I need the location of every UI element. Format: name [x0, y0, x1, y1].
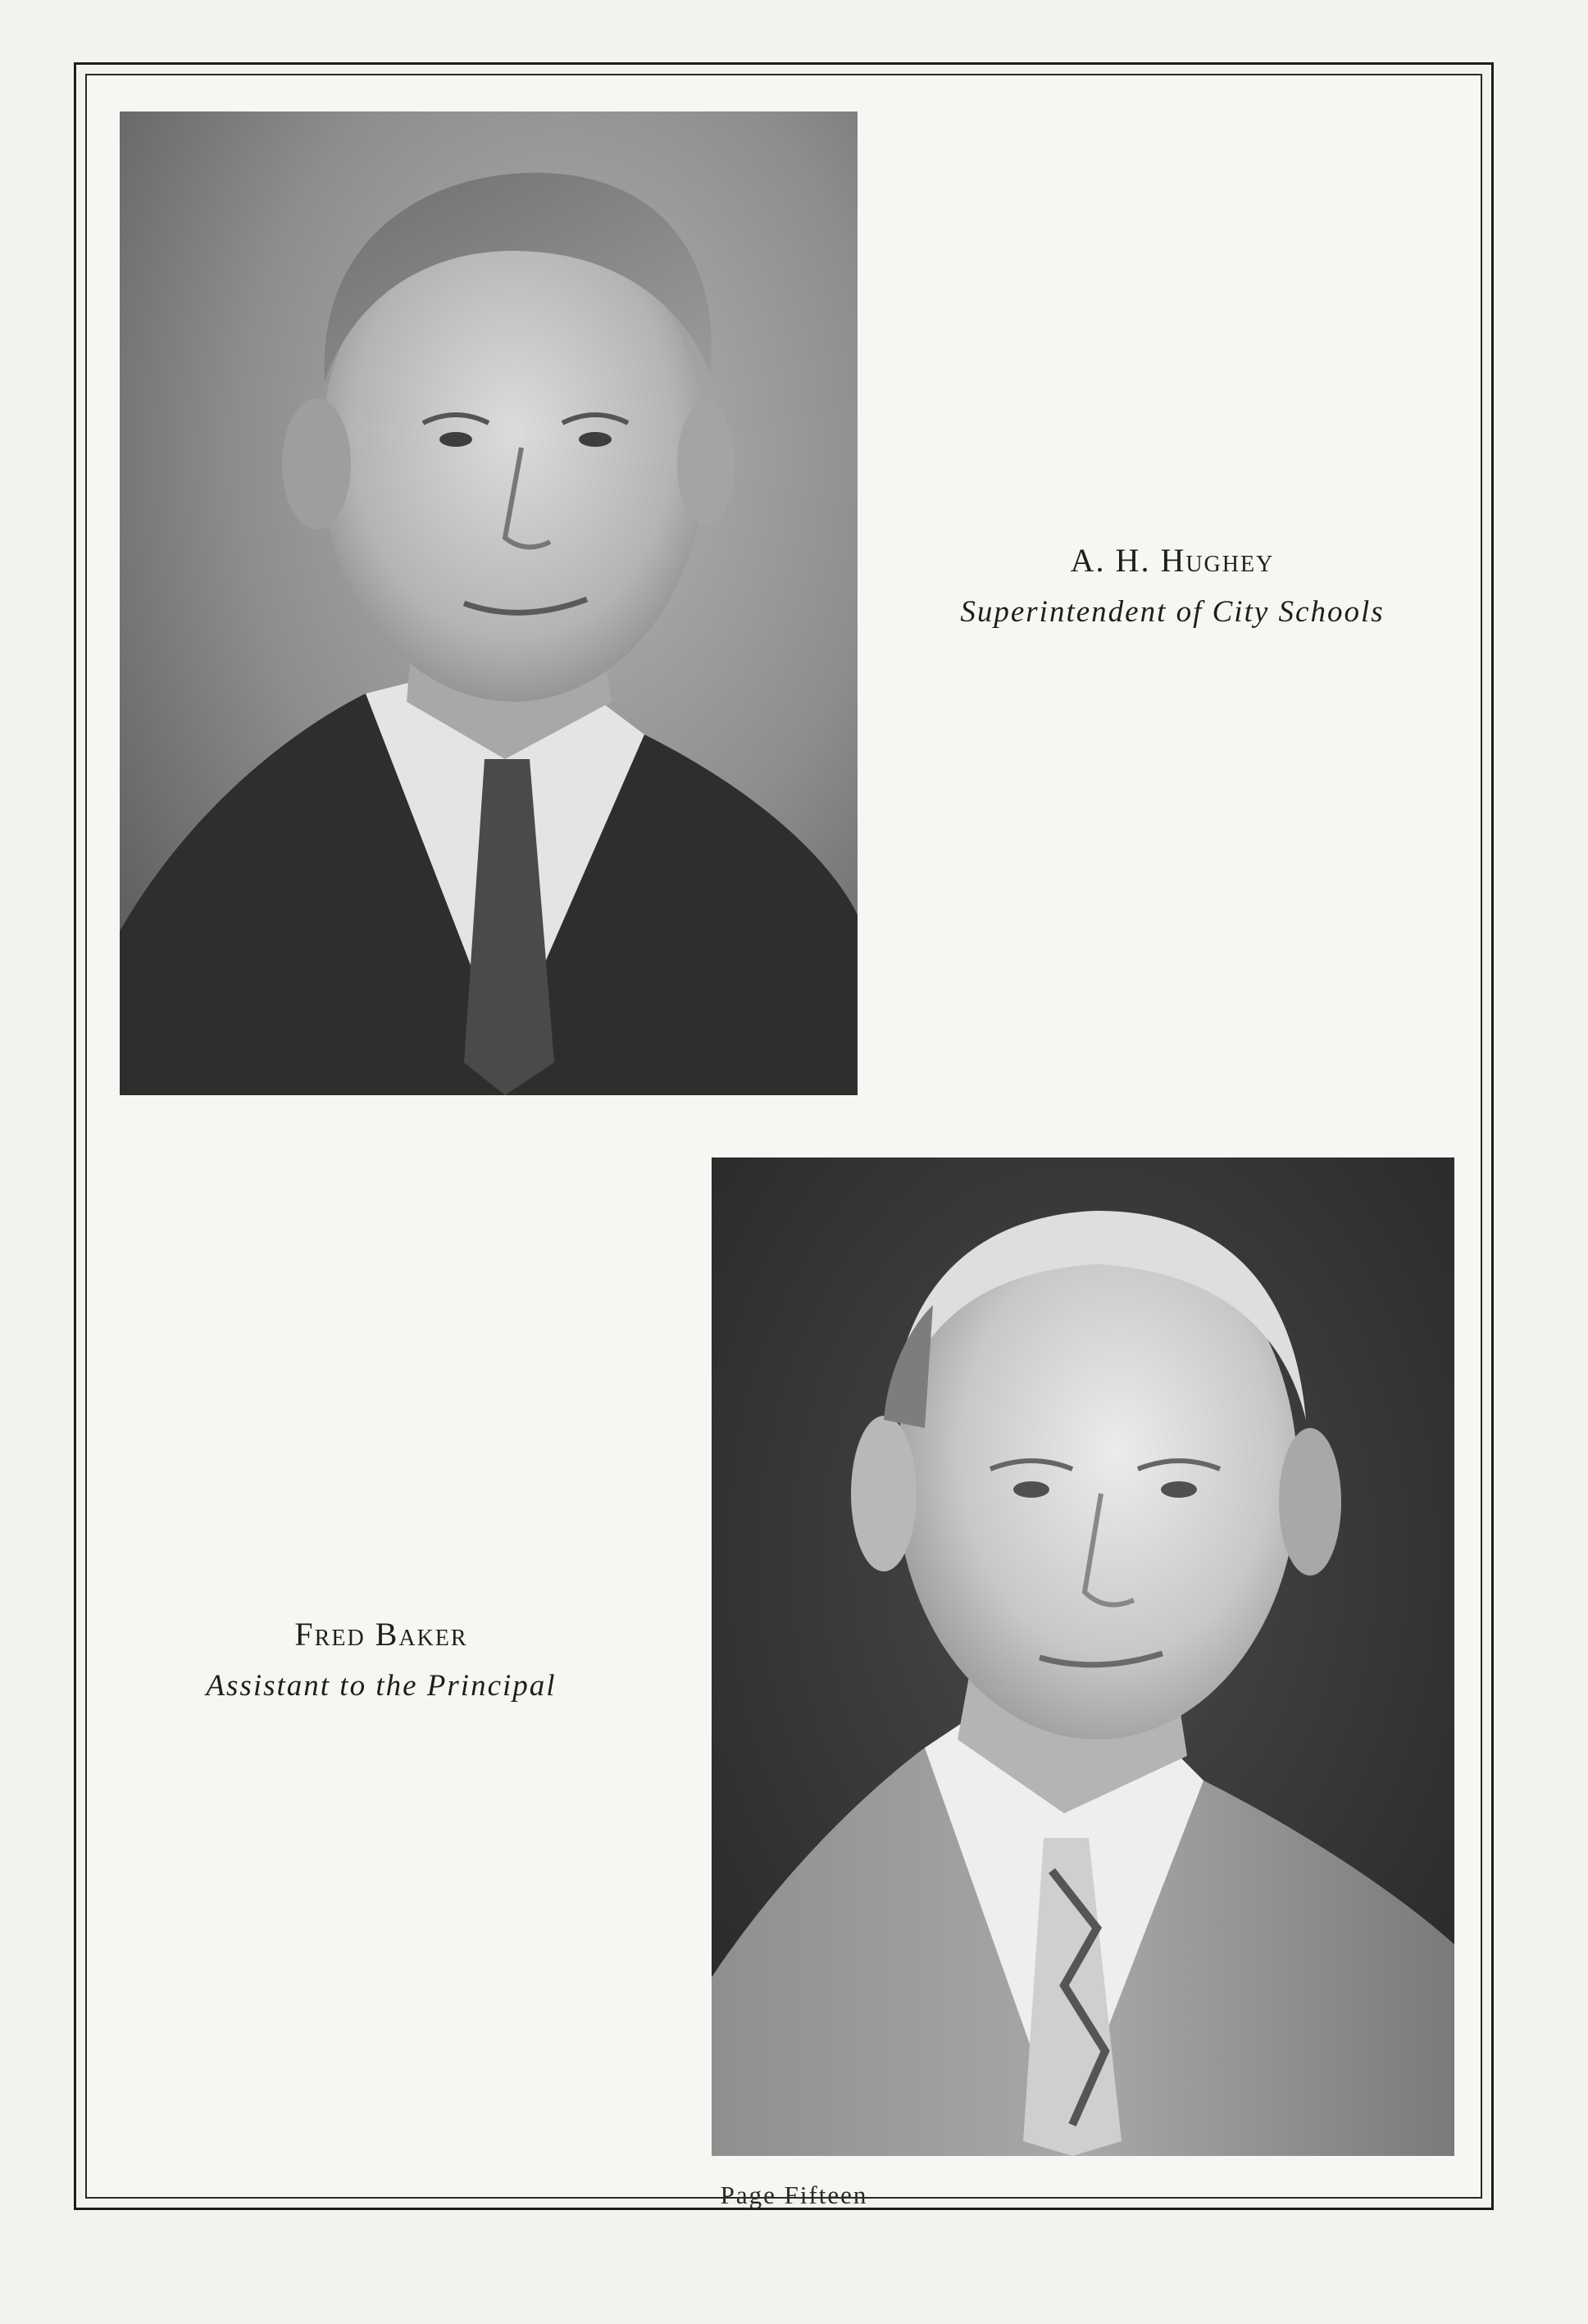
person-title: Superintendent of City Schools [960, 595, 1385, 629]
caption-baker [172, 1615, 590, 1703]
page-number: Page Fifteen [720, 2181, 868, 2209]
portrait-photo-baker [712, 1157, 1454, 2156]
person-name: Fred Baker [294, 1616, 468, 1653]
person-name: A. H. Hughey [1070, 542, 1275, 579]
caption-hughey [943, 541, 1402, 630]
portrait-man-icon [712, 1157, 1454, 2156]
person-title: Assistant to the Principal [206, 1669, 557, 1703]
portrait-photo-hughey [120, 111, 858, 1095]
portrait-man-icon [120, 111, 858, 1095]
